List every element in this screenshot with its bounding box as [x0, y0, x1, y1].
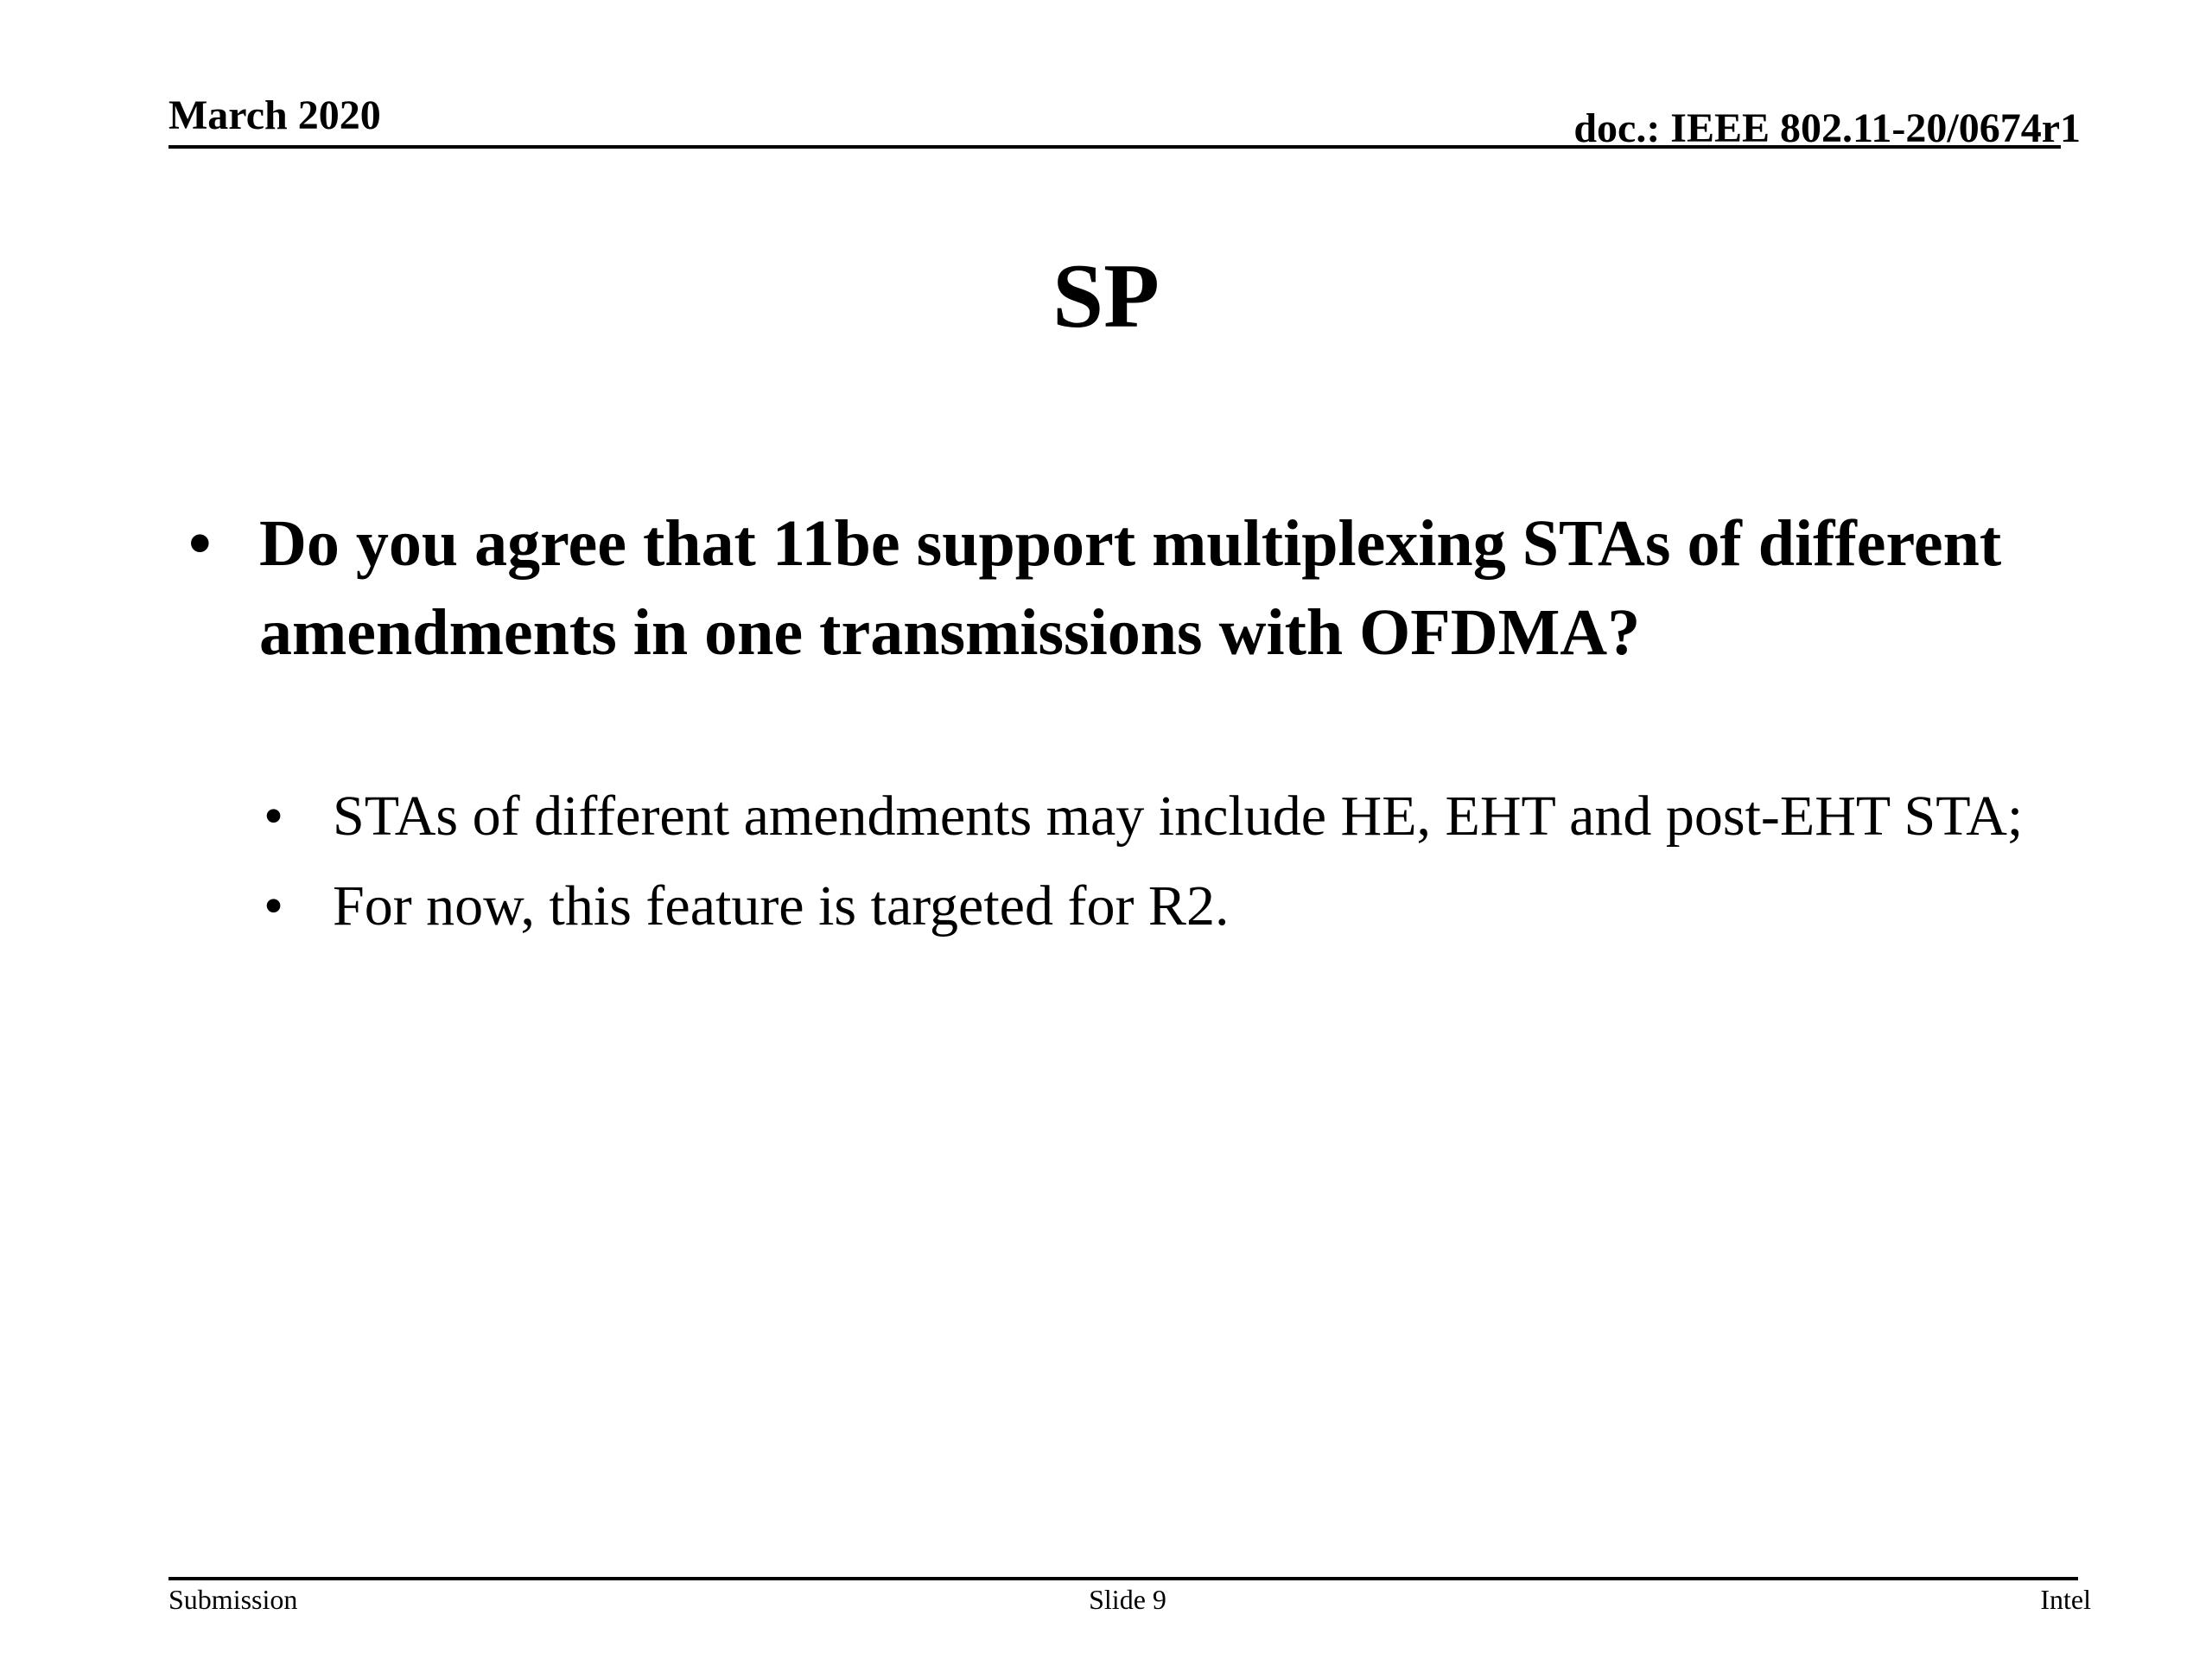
sub-bullet-marker: • [264, 785, 284, 848]
slide-title: SP [1052, 245, 1160, 346]
sub-bullet-marker: • [264, 874, 284, 938]
sub-bullet-item [264, 868, 2026, 945]
footer-slide-number: Slide 9 [1089, 1584, 1166, 1615]
footer-submission: Submission [168, 1584, 298, 1615]
main-bullet-text: Do you agree that 11be support multiplexing STAs of different amendments in one transmissions with OFDMA? [259, 507, 2002, 669]
sub-bullet-text: STAs of different amendments may include HE, EHT and post-EHT STA; [333, 785, 2024, 848]
header-doc-id: doc.: IEEE 802.11-20/0674r1 [1573, 105, 2081, 151]
sub-bullet-list [264, 778, 2026, 957]
header-date: March 2020 [168, 92, 381, 138]
sub-bullet-text: For now, this feature is targeted for R2. [333, 874, 1230, 938]
footer-company: Intel [2040, 1584, 2091, 1615]
footer-divider [168, 1577, 2078, 1580]
main-bullet-marker: • [188, 507, 212, 580]
sub-bullet-item [264, 778, 2026, 855]
